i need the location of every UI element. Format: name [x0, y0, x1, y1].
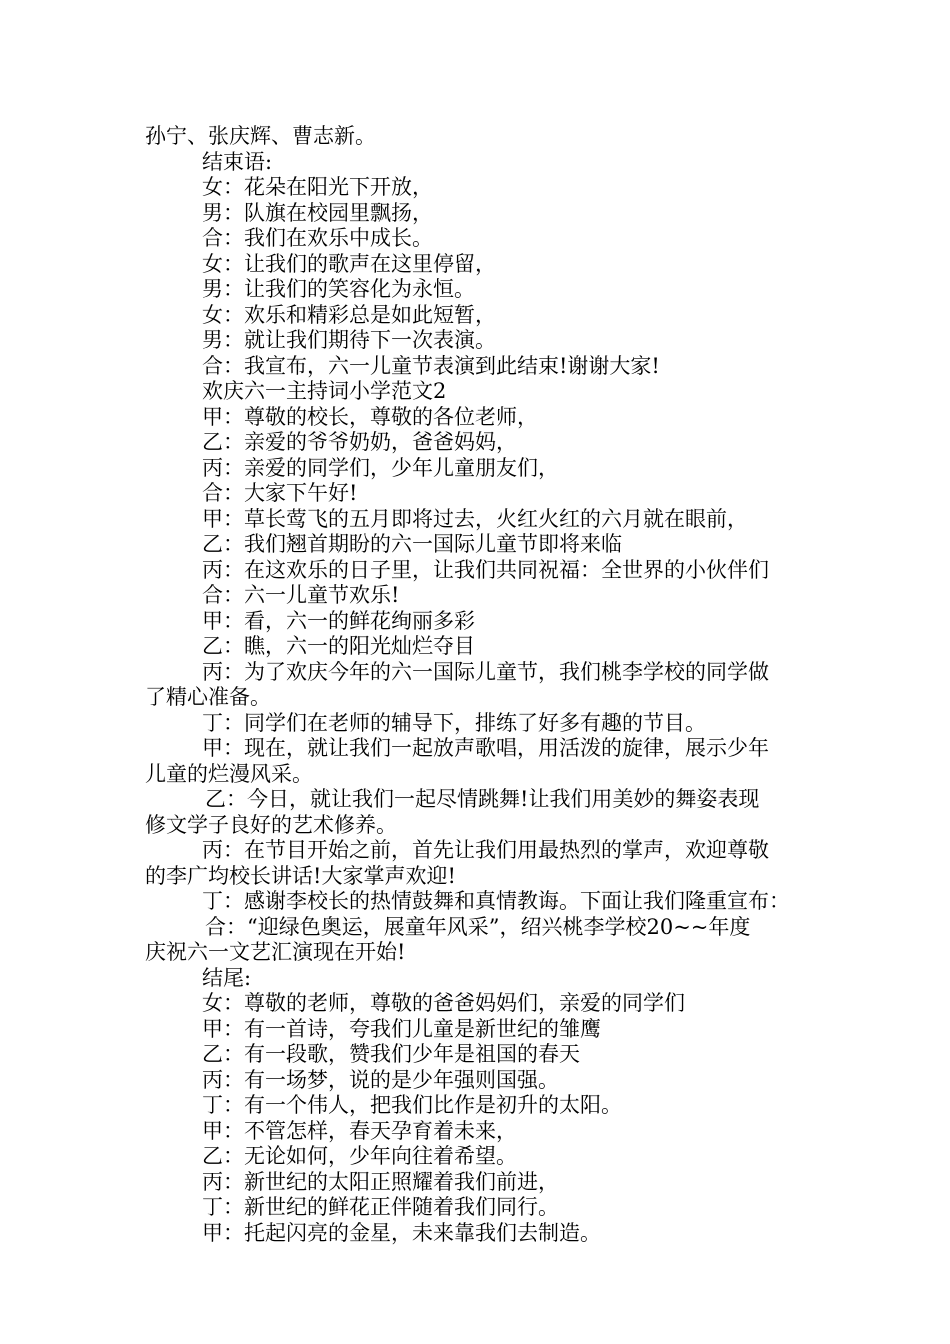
text-line: 男：队旗在校园里飘扬， — [202, 200, 433, 225]
text-line: 丙：有一场梦，说的是少年强则国强。 — [202, 1067, 559, 1092]
text-line: 乙：亲爱的爷爷奶奶，爸爸妈妈， — [202, 430, 517, 454]
text-line: 合：我们在欢乐中成长。 — [202, 226, 433, 250]
text-line: 女：欢乐和精彩总是如此短暂， — [202, 302, 496, 327]
text-line: 丁：同学们在老师的辅导下，排练了好多有趣的节目。 — [202, 710, 706, 735]
text-line: 丙：在节目开始之前，首先让我们用最热烈的掌声，欢迎尊敬 — [202, 838, 769, 862]
text-line: 了精心准备。 — [145, 685, 271, 709]
text-line: 合：六一儿童节欢乐! — [202, 583, 400, 607]
text-line: 乙：有一段歌，赞我们少年是祖国的春天 — [202, 1042, 580, 1066]
text-line: 儿童的烂漫风采。 — [145, 761, 313, 786]
text-line: 合：“迎绿色奥运，展童年风采”，绍兴桃李学校20~~年度 — [205, 914, 751, 939]
text-line: 甲：托起闪亮的金星，未来靠我们去制造。 — [202, 1220, 601, 1245]
text-line: 孙宁、张庆辉、曹志新。 — [145, 124, 376, 148]
text-line: 合：大家下午好! — [202, 481, 358, 505]
text-line: 乙：瞧，六一的阳光灿烂夺目 — [202, 634, 475, 658]
text-line: 甲：看，六一的鲜花绚丽多彩 — [202, 608, 475, 633]
text-line: 欢庆六一主持词小学范文2 — [202, 379, 447, 403]
text-line: 男：让我们的笑容化为永恒。 — [202, 277, 475, 301]
text-line: 丙：为了欢庆今年的六一国际儿童节，我们桃李学校的同学做 — [202, 659, 769, 684]
text-line: 合：我宣布，六一儿童节表演到此结束!谢谢大家! — [202, 353, 660, 378]
text-line: 乙：无论如何，少年向往着希望。 — [202, 1144, 517, 1168]
text-line: 结尾: — [202, 965, 252, 990]
text-line: 女：花朵在阳光下开放， — [202, 175, 433, 199]
text-line: 的李广均校长讲话!大家掌声欢迎! — [145, 863, 456, 888]
text-line: 甲：草长莺飞的五月即将过去，火红火红的六月就在眼前， — [202, 506, 748, 531]
text-line: 结束语: — [202, 149, 273, 174]
text-line: 甲：现在，就让我们一起放声歌唱，用活泼的旋律，展示少年 — [202, 736, 769, 760]
text-line: 丙：亲爱的同学们，少年儿童朋友们， — [202, 455, 559, 480]
text-line: 甲：有一首诗，夸我们儿童是新世纪的雏鹰 — [202, 1016, 601, 1041]
text-line: 女：尊敬的老师，尊敬的爸爸妈妈们，亲爱的同学们 — [202, 991, 685, 1015]
text-line: 丙：新世纪的太阳正照耀着我们前进， — [202, 1169, 559, 1194]
text-line: 乙：我们翘首期盼的六一国际儿童节即将来临 — [202, 532, 622, 556]
text-line: 丁：新世纪的鲜花正伴随着我们同行。 — [202, 1195, 559, 1219]
text-line: 修文学子良好的艺术修养。 — [145, 812, 397, 837]
text-line: 庆祝六一文艺汇演现在开始! — [145, 940, 406, 964]
text-line: 丁：感谢李校长的热情鼓舞和真情教诲。下面让我们隆重宣布： — [202, 889, 790, 913]
text-line: 甲：不管怎样，春天孕育着未来， — [202, 1118, 517, 1143]
text-line: 丁：有一个伟人，把我们比作是初升的太阳。 — [202, 1093, 622, 1117]
text-line: 乙：今日，就让我们一起尽情跳舞!让我们用美妙的舞姿表现 — [205, 787, 760, 811]
text-line: 女：让我们的歌声在这里停留， — [202, 251, 496, 276]
text-line: 丙：在这欢乐的日子里，让我们共同祝福：全世界的小伙伴们 — [202, 557, 769, 582]
text-line: 甲：尊敬的校长，尊敬的各位老师， — [202, 404, 538, 429]
text-line: 男：就让我们期待下一次表演。 — [202, 328, 496, 352]
document-body — [145, 124, 811, 1246]
